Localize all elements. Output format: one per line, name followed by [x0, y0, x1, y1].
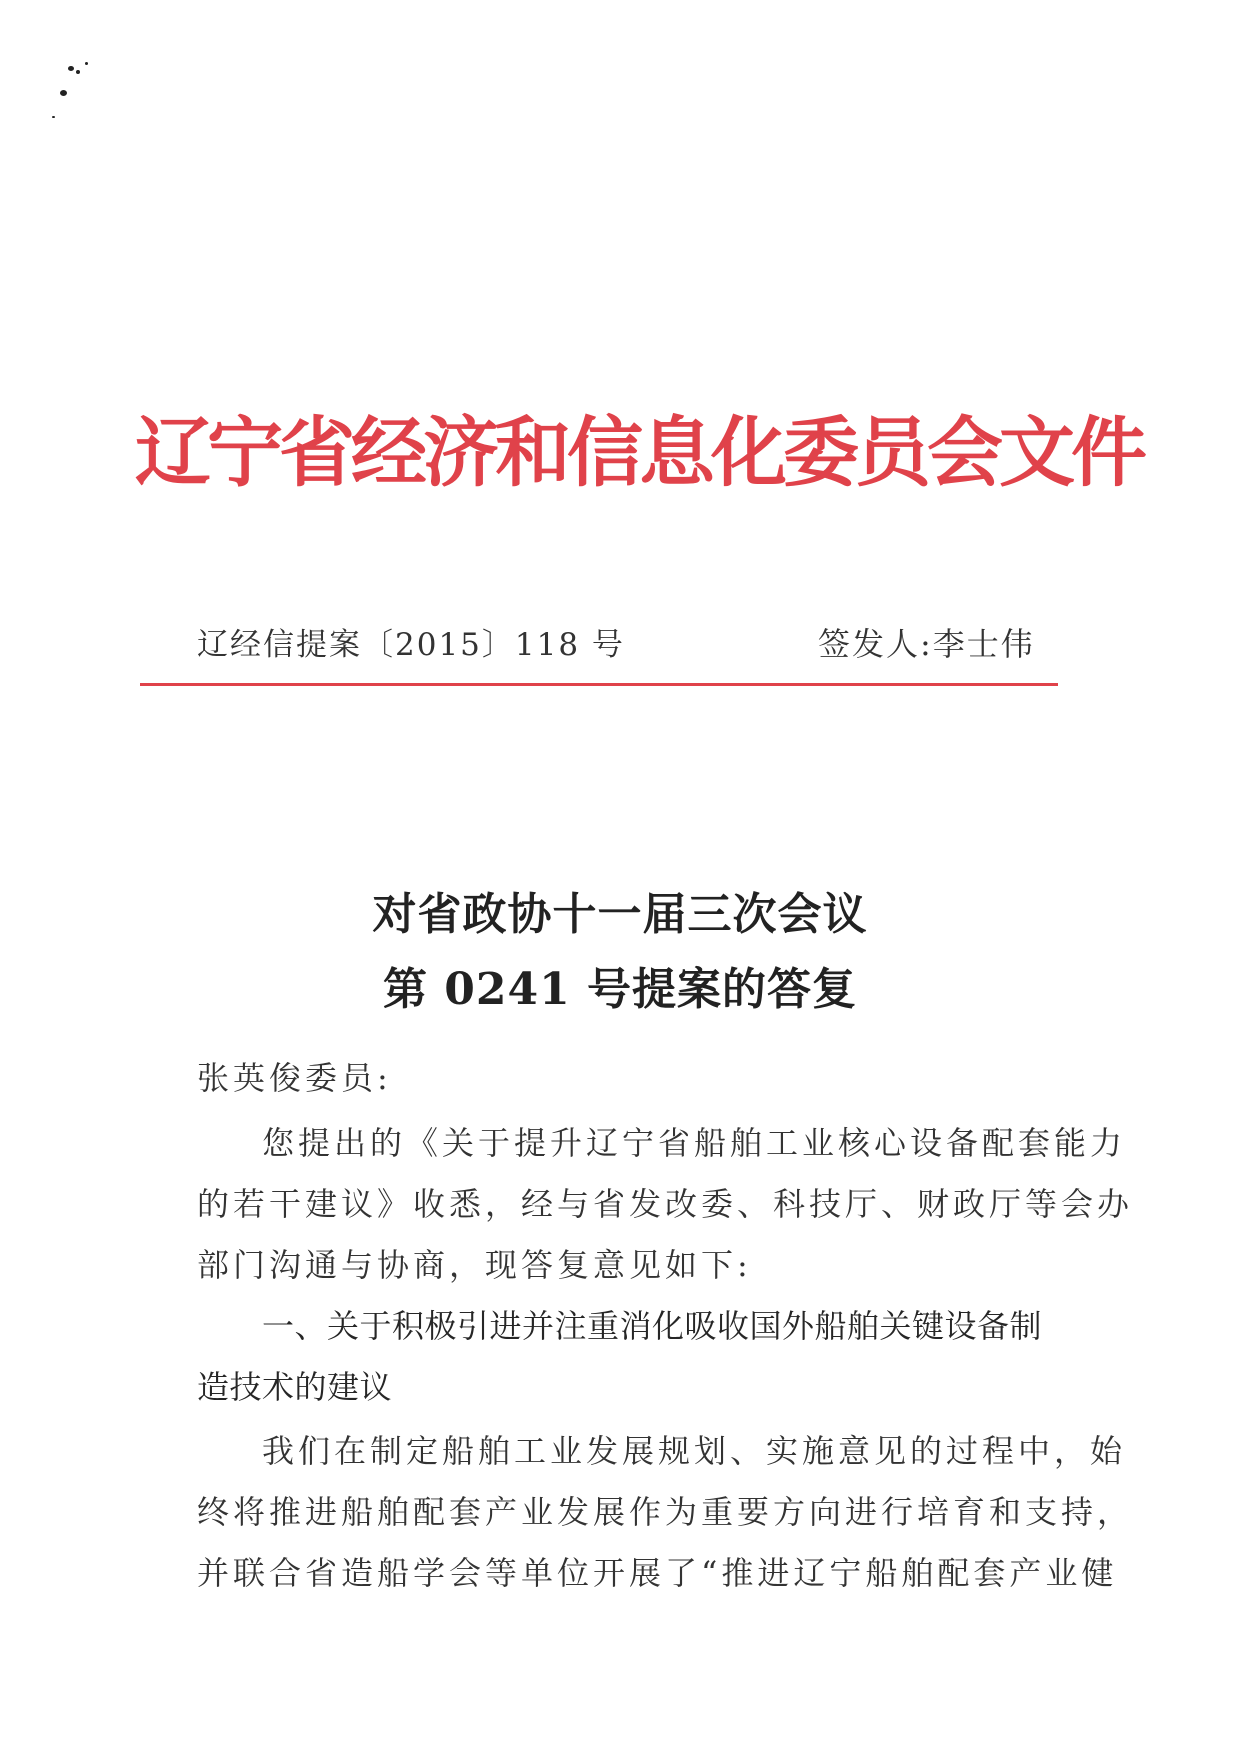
body-line: 您提出的《关于提升辽宁省船舶工业核心设备配套能力 [262, 1124, 1127, 1162]
document-number: 辽经信提案〔2015〕118 号 [197, 627, 625, 663]
scan-speck [60, 90, 67, 96]
body-line: 的若干建议》收悉，经与省发改委、科技厅、财政厅等会办 [197, 1185, 1134, 1223]
body-line: 终将推进船舶配套产业发展作为重要方向进行培育和支持， [197, 1493, 1134, 1531]
red-divider-rule [140, 683, 1058, 686]
reply-title-line-1: 对省政协十一届三次会议 [372, 889, 868, 940]
signer: 签发人:李士伟 [818, 625, 1035, 663]
masthead-title: 辽宁省经济和信息化委员会文件 [135, 408, 1143, 497]
scan-speck [68, 66, 74, 71]
body-line: 部门沟通与协商，现答复意见如下: [197, 1246, 752, 1284]
section-heading-line: 造技术的建议 [197, 1368, 393, 1406]
body-line: 并联合省造船学会等单位开展了“推进辽宁船舶配套产业健 [197, 1554, 1118, 1592]
body-line: 我们在制定船舶工业发展规划、实施意见的过程中，始 [262, 1432, 1127, 1470]
scan-speck [85, 62, 88, 65]
salutation: 张英俊委员: [197, 1059, 392, 1097]
scan-speck [52, 116, 55, 118]
reply-title-line-2: 第 0241 号提案的答复 [382, 964, 858, 1015]
section-heading-line: 一、关于积极引进并注重消化吸收国外船舶关键设备制 [262, 1307, 1043, 1345]
scan-speck [76, 70, 80, 74]
